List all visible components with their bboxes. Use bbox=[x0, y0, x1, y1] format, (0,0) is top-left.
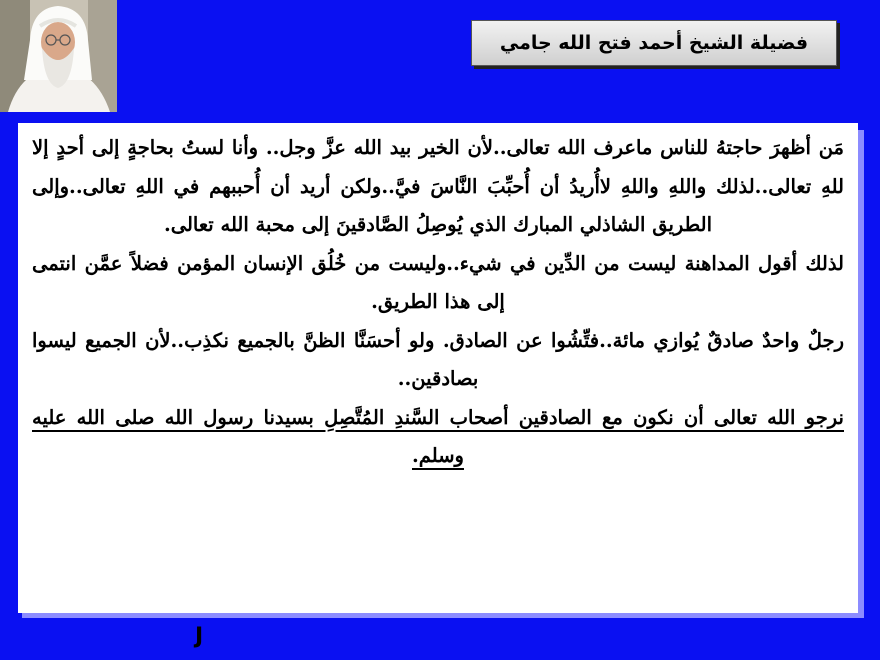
paragraph-4: نرجو الله تعالى أن نكون مع الصادقين أصحاب السَّندِ المُتَّصِلِ بسيدنا رسول الله صلى الله عليه وسلم. bbox=[32, 405, 844, 467]
page-title: فضيلة الشيخ أحمد فتح الله جامي bbox=[471, 20, 837, 66]
content-panel bbox=[18, 123, 858, 613]
paragraph-3: رجلٌ واحدٌ صادقٌ يُوازي مائة..فتِّشُوا عن الصادق. ولو أحسَنَّا الظنَّ بالجميع نكذِب..لأن الجميع ليسوا بصادقين.. bbox=[32, 328, 844, 390]
paragraph-1: مَن أظهرَ حاجتهُ للناس ماعرف الله تعالى..لأن الخير بيد الله عزَّ وجل.. وأنا لستُ بحاجةٍ إلى أحدٍ إلا للهِ تعالى..لذلك واللهِ واللهِ لاأُريدُ أن أُحبِّبَ النَّاسَ فيَّ..ولكن أريد أن أُحببهم في اللهِ تعالى..وإلى الطريق الشاذلي المبارك الذي يُوصِلُ الصَّادقينَ إلى محبة الله تعالى. bbox=[32, 136, 844, 236]
stray-mark: J bbox=[195, 624, 204, 649]
portrait-photo-icon bbox=[0, 0, 117, 112]
sheikh-portrait bbox=[0, 0, 117, 112]
paragraph-2: لذلك أقول المداهنة ليست من الدِّين في شيء..وليست من خُلُق الإنسان المؤمن فضلاً عمَّن انتمى إلى هذا الطريق. bbox=[32, 251, 844, 313]
